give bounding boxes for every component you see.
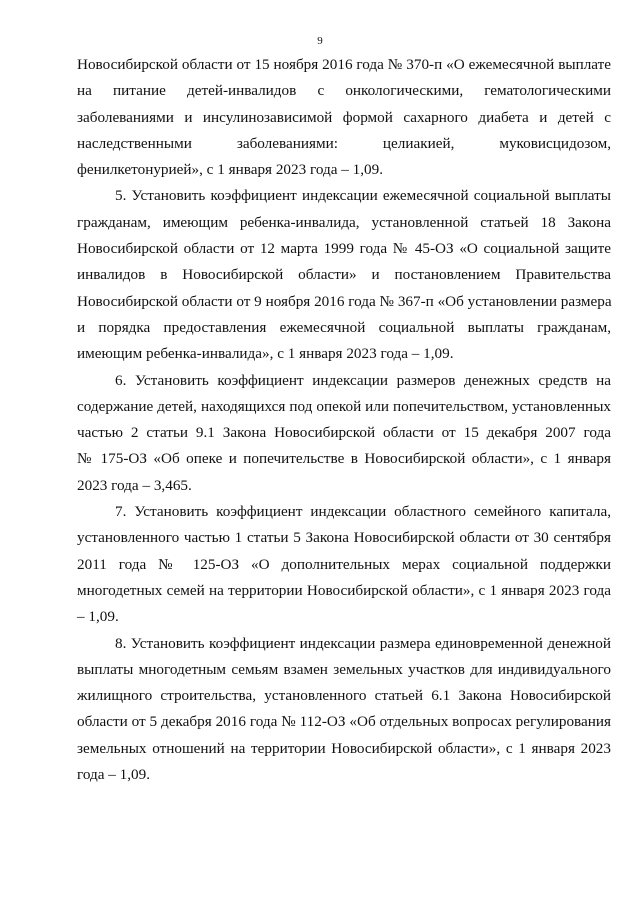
text-line: 6. Установить коэффициент индексации размеров денежных средств на bbox=[115, 371, 611, 389]
text-line: инвалидов в Новосибирской области» и постановлением Правительства bbox=[77, 266, 611, 284]
text-line: частью 2 статьи 9.1 Закона Новосибирской области от 15 декабря 2007 года bbox=[77, 424, 611, 442]
text-line: выплаты многодетным семьям взамен земельных участков для индивидуального bbox=[77, 660, 611, 678]
text-line: установленного частью 1 статьи 5 Закона Новосибирской области от 30 сентября bbox=[77, 529, 611, 547]
text-line: заболеваниями и инсулинозависимой формой сахарного диабета и детей с bbox=[77, 108, 611, 126]
text-line: гражданам, имеющим ребенка-инвалида, установленной статьей 18 Закона bbox=[77, 213, 611, 231]
text-line: Новосибирской области от 9 ноября 2016 года № 367-п «Об установлении размера bbox=[77, 292, 612, 310]
paragraph-item-7 bbox=[77, 499, 611, 630]
page-number: 9 bbox=[317, 35, 323, 47]
paragraph-item-8 bbox=[77, 631, 611, 789]
text-line: 2023 года – 3,465. bbox=[77, 476, 192, 494]
text-line: 8. Установить коэффициент индексации размера единовременной денежной bbox=[115, 634, 611, 652]
text-line: на питание детей-инвалидов с онкологическими, гематологическими bbox=[77, 82, 611, 100]
text-line: – 1,09. bbox=[77, 608, 119, 626]
text-line: многодетных семей на территории Новосибирской области», с 1 января 2023 года bbox=[77, 581, 611, 599]
text-line: и порядка предоставления ежемесячной социальной выплаты гражданам, bbox=[77, 318, 611, 336]
text-line: 5. Установить коэффициент индексации ежемесячной социальной выплаты bbox=[115, 187, 611, 205]
text-line: 2011 года № 125-ОЗ «О дополнительных мерах социальной поддержки bbox=[77, 555, 611, 573]
text-line: наследственными заболеваниями: целиакией, муковисцидозом, bbox=[77, 134, 611, 152]
text-line: имеющим ребенка-инвалида», с 1 января 2023 года – 1,09. bbox=[77, 345, 454, 363]
paragraph-item-6 bbox=[77, 368, 611, 499]
text-line: земельных отношений на территории Новосибирской области», с 1 января 2023 bbox=[77, 739, 611, 757]
text-line: области от 5 декабря 2016 года № 112-ОЗ «Об отдельных вопросах регулирования bbox=[77, 713, 611, 731]
text-line: Новосибирской области от 15 ноября 2016 года № 370-п «О ежемесячной выплате bbox=[77, 56, 611, 73]
text-line: фенилкетонурией», с 1 января 2023 года – 1,09. bbox=[77, 161, 384, 179]
text-line: жилищного строительства, установленного статьей 6.1 Закона Новосибирской bbox=[77, 687, 611, 705]
paragraph-continuation bbox=[77, 52, 611, 183]
text-line: года – 1,09. bbox=[77, 766, 151, 784]
text-line: Новосибирской области от 12 марта 1999 года № 45-ОЗ «О социальной защите bbox=[77, 240, 611, 258]
text-line: 7. Установить коэффициент индексации областного семейного капитала, bbox=[115, 503, 611, 521]
paragraph-item-5 bbox=[77, 183, 611, 367]
text-line: № 175-ОЗ «Об опеке и попечительстве в Новосибирской области», с 1 января bbox=[77, 450, 611, 468]
text-line: содержание детей, находящихся под опекой или попечительством, установленных bbox=[77, 397, 611, 415]
document-body bbox=[77, 52, 611, 788]
